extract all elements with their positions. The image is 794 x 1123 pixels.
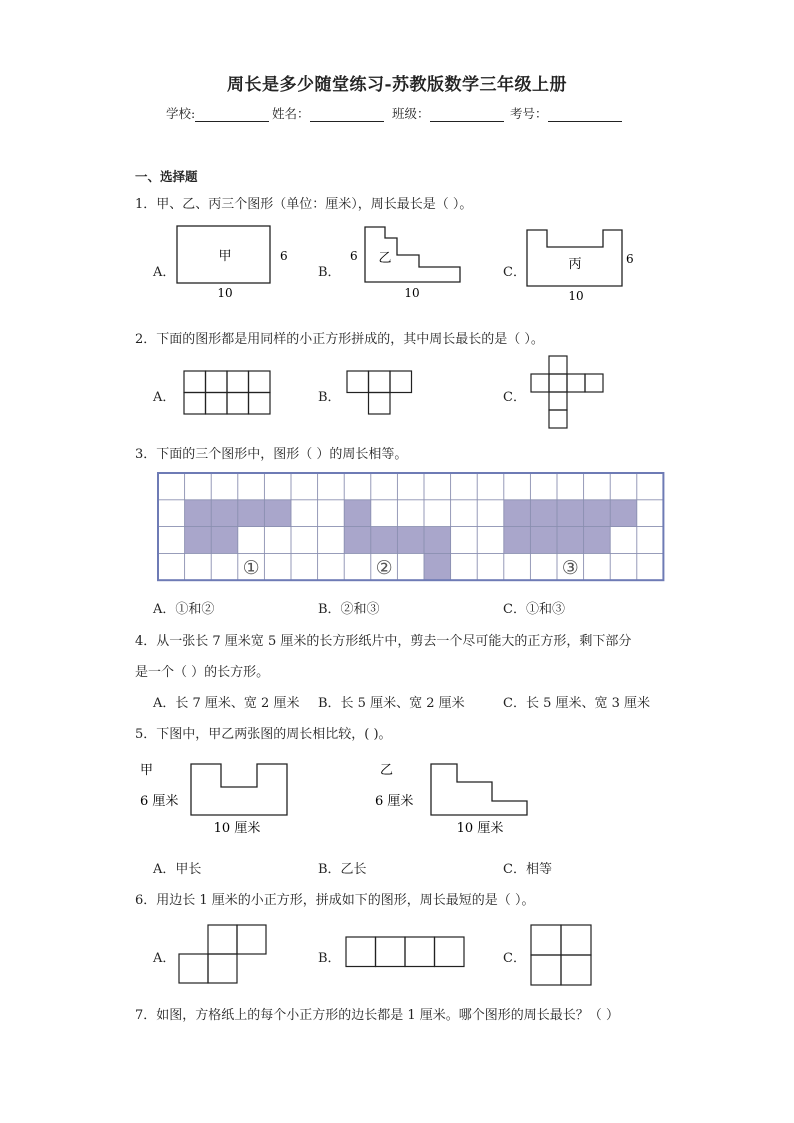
bing-width: 10 [568,289,584,303]
exam-number-field[interactable] [510,104,626,122]
q3-shaded-cell [185,500,212,527]
question-3: 3．下面的三个图形中，图形（ ）的周长相等。 [135,447,408,462]
q2-a-tile [249,393,271,415]
q2-option-a[interactable]: A． [153,390,176,405]
q6-c-tile [531,955,561,985]
q3-shaded-cell [584,500,611,527]
q5-jia-shape [191,764,287,815]
q2-a-tile [206,393,228,415]
q2-a-tile [184,393,206,415]
jia-height: 6 [280,249,288,263]
q6-option-c[interactable]: C． [503,951,526,966]
q5-option-a[interactable]: A．甲长 [153,862,202,877]
q1-figure-jia [170,220,300,310]
q6-b-tile [435,937,465,967]
yi-height: 6 [350,249,358,263]
q6-c-tile [531,925,561,955]
q3-shaded-cell [584,527,611,554]
q1-option-a[interactable]: A． [153,265,176,280]
q3-shaded-cell [344,527,371,554]
jia-width: 10 [217,286,233,300]
q6-figure-a [178,924,273,989]
question-4-line1: 4．从一张长 7 厘米宽 5 厘米的长方形纸片中，剪去一个尽可能大的正方形，剩下部分 [135,634,632,649]
school-blank[interactable] [195,109,269,122]
q5-jia-name: 甲 [140,763,154,778]
q2-option-b[interactable]: B． [318,390,341,405]
q3-shaded-cell [557,527,584,554]
q5-yi-shape [431,764,527,815]
q5-option-c[interactable]: C．相等 [503,862,552,877]
q5-jia-width: 10 厘米 [213,821,261,836]
q2-option-c[interactable]: C． [503,390,526,405]
q6-c-tile [561,955,591,985]
q3-shaded-cell [530,500,557,527]
q5-option-b[interactable]: B．乙长 [318,862,367,877]
question-4-line2: 是一个（ ）的长方形。 [135,665,270,680]
jia-name: 甲 [218,249,232,264]
q2-b-tile [369,393,391,415]
q2-b-tile [369,371,391,393]
q3-shaded-cell [264,500,291,527]
q1-figure-bing [520,220,650,310]
q3-option-b[interactable]: B．②和③ [318,602,380,617]
q2-figure-c [530,355,610,435]
question-7: 7．如图，方格纸上的每个小正方形的边长都是 1 厘米。哪个图形的周长最长？（ ） [135,1008,619,1023]
q6-a-tile [179,954,208,983]
section-title: 一、选择题 [135,169,198,184]
q5-jia-height: 6 厘米 [140,794,179,809]
name-label: 姓名： [272,106,310,121]
q3-shaded-cell [185,527,212,554]
q3-shaded-cell [344,500,371,527]
class-blank[interactable] [430,109,504,122]
q2-figure-a [183,370,273,415]
q3-option-c[interactable]: C．①和③ [503,602,565,617]
exam-number-blank[interactable] [548,109,622,122]
q3-shaded-cell [397,527,424,554]
q2-a-tile [227,371,249,393]
q3-grid [155,470,670,582]
q6-a-tile [208,925,237,954]
q1-option-c[interactable]: C． [503,265,526,280]
q2-figure-b [346,370,416,415]
q2-c-tile [549,374,567,392]
q3-shaded-cell [530,527,557,554]
q2-c-tile [531,374,549,392]
q3-shaded-cell [424,553,451,580]
q2-a-tile [249,371,271,393]
name-blank[interactable] [310,109,384,122]
q6-figure-c [530,924,595,989]
q6-option-a[interactable]: A． [153,951,176,966]
q1-option-b[interactable]: B． [318,265,341,280]
class-field[interactable] [392,104,508,122]
q3-shaded-cell [504,527,531,554]
yi-width: 10 [404,286,420,300]
q4-option-b[interactable]: B．长 5 厘米、宽 2 厘米 [318,696,465,711]
q3-shaded-cell [211,500,238,527]
q6-option-b[interactable]: B． [318,951,341,966]
exam-number-label: 考号： [510,106,548,121]
yi-name: 乙 [378,251,392,266]
question-2: 2．下面的图形都是用同样的小正方形拼成的，其中周长最长的是（ ）。 [135,332,544,347]
page-title: 周长是多少随堂练习-苏教版数学三年级上册 [226,75,568,95]
class-label: 班级： [392,106,430,121]
q4-option-c[interactable]: C．长 5 厘米、宽 3 厘米 [503,696,651,711]
q5-yi-height: 6 厘米 [375,794,414,809]
q3-shaded-cell [238,500,265,527]
q3-shaded-cell [557,500,584,527]
q6-figure-b [345,936,470,971]
q6-b-tile [405,937,435,967]
q2-a-tile [206,371,228,393]
q6-b-tile [376,937,406,967]
q2-b-tile [347,371,369,393]
q2-c-tile [567,374,585,392]
q6-a-tile [237,925,266,954]
question-6: 6．用边长 1 厘米的小正方形，拼成如下的图形，周长最短的是（ ）。 [135,893,535,908]
question-5: 5．下图中，甲乙两张图的周长相比较，( )。 [135,727,392,742]
q3-shaded-cell [504,500,531,527]
school-label: 学校: [166,106,196,121]
q3-figure-label: ② [375,556,393,579]
q2-b-tile [390,371,412,393]
q3-figure-label: ③ [561,556,579,579]
bing-height: 6 [626,252,634,266]
q2-c-tile [549,356,567,374]
q2-a-tile [184,371,206,393]
q3-figure-label: ① [242,556,260,579]
q2-a-tile [227,393,249,415]
school-field[interactable] [166,104,273,122]
q1-figure-yi [345,220,475,310]
q5-yi-name: 乙 [380,763,394,778]
name-field[interactable] [272,104,388,122]
q6-a-tile [208,954,237,983]
q3-option-a[interactable]: A．①和② [153,602,215,617]
q3-shaded-cell [610,500,637,527]
q3-shaded-cell [424,527,451,554]
q3-shaded-cell [211,527,238,554]
q2-c-tile [549,392,567,410]
q6-b-tile [346,937,376,967]
q6-c-tile [561,925,591,955]
q5-yi-width: 10 厘米 [456,821,504,836]
q5-figure-jia [135,757,305,842]
question-1: 1．甲、乙、丙三个图形（单位：厘米），周长最长是（ ）。 [135,197,473,212]
bing-name: 丙 [568,257,582,272]
q2-c-tile [585,374,603,392]
q4-option-a[interactable]: A．长 7 厘米、宽 2 厘米 [153,696,300,711]
q2-c-tile [549,410,567,428]
q3-shaded-cell [371,527,398,554]
q5-figure-yi [375,757,545,842]
